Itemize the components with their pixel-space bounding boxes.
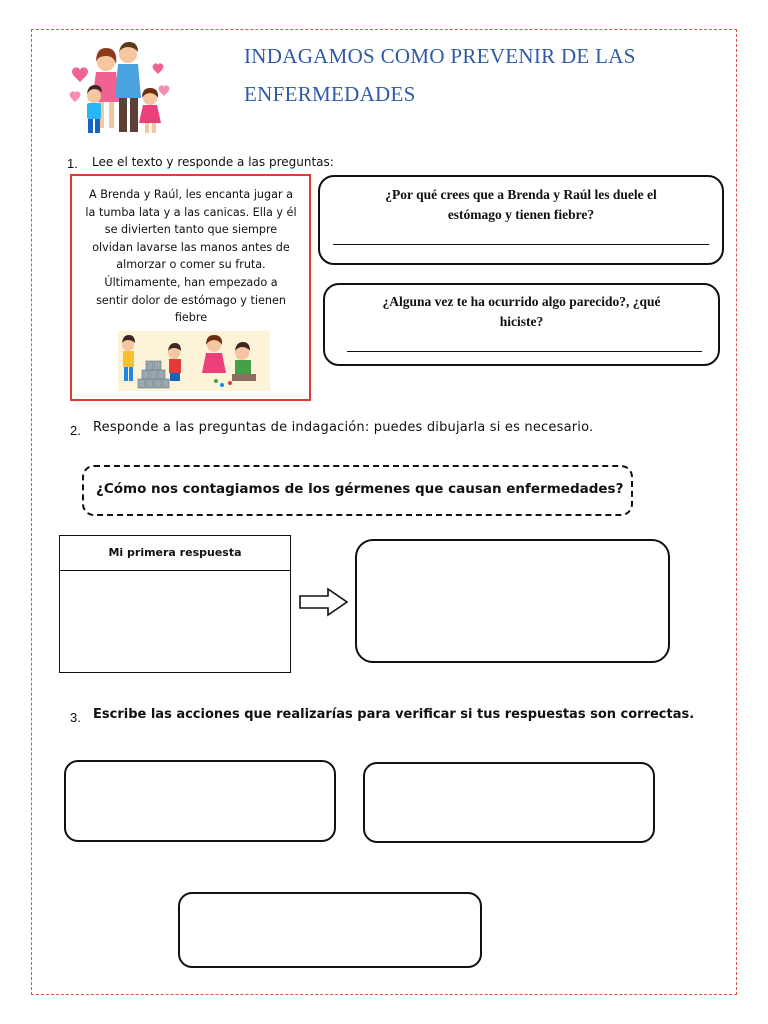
action-box-1[interactable] <box>64 760 336 842</box>
section-1-number: 1. <box>67 156 78 171</box>
question-1-text <box>326 185 716 225</box>
story-line: Últimamente, han empezado a <box>104 275 278 289</box>
answer-line-1[interactable] <box>333 244 709 245</box>
children-playing-illustration <box>118 331 270 391</box>
story-line: almorzar o comer su fruta. <box>116 258 266 272</box>
heart-icon <box>72 67 88 82</box>
inquiry-question-text: ¿Cómo nos contagiamos de los gérmenes que causan enfermedades? <box>96 481 624 497</box>
story-line: fiebre <box>174 311 208 325</box>
right-arrow-icon <box>298 587 350 617</box>
section-3-number: 3. <box>70 710 81 725</box>
story-line: se divierten tanto que siempre <box>104 223 278 237</box>
story-text <box>84 186 298 327</box>
story-line: olvidan lavarse las manos antes de <box>92 240 290 254</box>
section-3-instruction: Escribe las acciones que realizarías para verificar si tus respuestas son correctas. <box>93 707 695 722</box>
action-box-3[interactable] <box>178 892 482 968</box>
question-1-line: ¿Por qué crees que a Brenda y Raúl les duele el <box>385 187 657 202</box>
family-illustration <box>66 40 172 140</box>
drawing-answer-box[interactable] <box>355 539 670 663</box>
heart-icon <box>159 85 170 96</box>
section-2-instruction: Responde a las preguntas de indagación: puedes dibujarla si es necesario. <box>93 420 594 435</box>
page-title-line-1: INDAGAMOS COMO PREVENIR DE LAS <box>244 44 636 68</box>
story-line: la tumba lata y a las canicas. Ella y él <box>85 205 297 219</box>
action-box-2[interactable] <box>363 762 655 843</box>
section-2-number: 2. <box>70 423 81 438</box>
section-1-instruction: Lee el texto y responde a las preguntas: <box>92 155 334 169</box>
story-line: A Brenda y Raúl, les encanta jugar a <box>88 188 293 201</box>
first-answer-label: Mi primera respuesta <box>108 546 242 559</box>
heart-icon <box>153 63 164 74</box>
heart-icon <box>70 91 81 102</box>
question-1-line: estómago y tienen fiebre? <box>447 207 595 222</box>
question-2-line: ¿Alguna vez te ha ocurrido algo parecido?, ¿qué <box>382 294 661 309</box>
answer-line-2[interactable] <box>347 351 702 352</box>
question-2-text <box>331 292 712 332</box>
page-title-line-2: ENFERMEDADES <box>244 82 416 106</box>
story-line: sentir dolor de estómago y tienen <box>96 293 286 307</box>
question-2-line: hiciste? <box>499 314 544 329</box>
